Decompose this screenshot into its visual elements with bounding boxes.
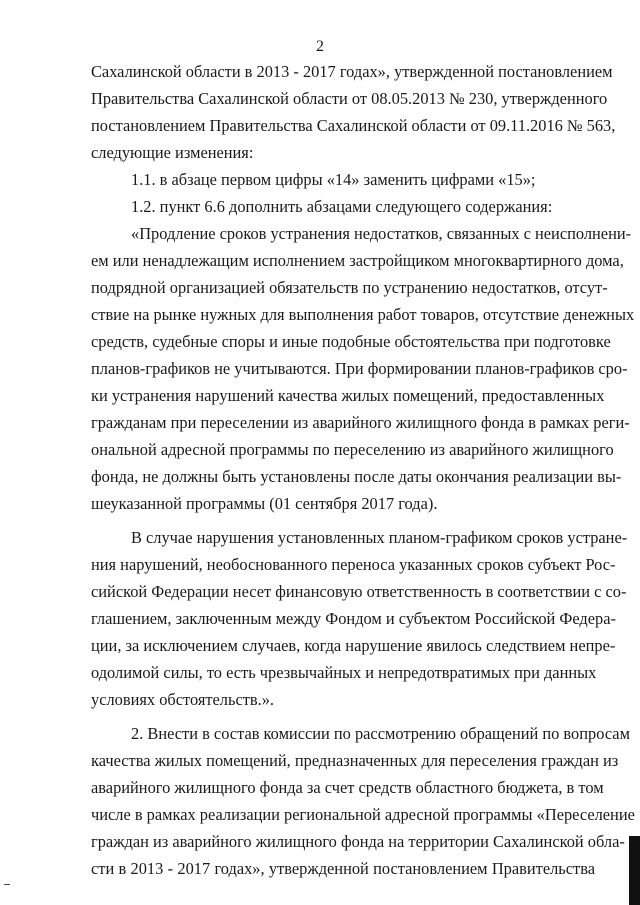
text-line: условиях обстоятельств.». (91, 690, 275, 709)
text-line: средств, судебные споры и иные подобные обстоятельства при подготовке (91, 332, 611, 351)
text-line: ональной адресной программы по переселению из аварийного жилищного (91, 440, 614, 459)
text-line: ния нарушений, необоснованного переноса указанных сроков субъект Рос- (91, 555, 616, 574)
text-line: 1.2. пункт 6.6 дополнить абзацами следующего содержания: (131, 197, 553, 216)
text-line: ции, за исключением случаев, когда нарушение явилось следствием непре- (91, 636, 616, 655)
scan-speck (4, 884, 10, 885)
text-line: ствие на рынке нужных для выполнения работ товаров, отсутствие денежных (91, 305, 635, 324)
text-line: «Продление сроков устранения недостатков, связанных с неисполнени- (131, 224, 632, 243)
text-line: В случае нарушения установленных планом-графиком сроков устране- (131, 528, 628, 547)
text-line: 1.1. в абзаце первом цифры «14» заменить цифрами «15»; (131, 170, 536, 189)
text-line: граждан из аварийного жилищного фонда на территории Сахалинской обла- (91, 832, 625, 851)
text-line: следующие изменения: (91, 143, 254, 162)
text-line: планов-графиков не учитываются. При формировании планов-графиков сро- (91, 359, 628, 378)
text-line: сийской Федерации несет финансовую ответственность в соответствии с со- (91, 582, 627, 601)
text-line: шеуказанной программы (01 сентября 2017 года). (91, 494, 438, 513)
text-line: Сахалинской области в 2013 - 2017 годах», утвержденной постановлением (91, 62, 613, 81)
text-line: качества жилых помещений, предназначенных для переселения граждан из (91, 751, 619, 770)
text-line: глашением, заключенным между Фондом и субъектом Российской Федера- (91, 609, 616, 628)
text-line: 2. Внести в состав комиссии по рассмотрению обращений по вопросам (131, 724, 630, 743)
page-number: 2 (316, 38, 324, 55)
text-line: ки устранения нарушений качества жилых помещений, предоставленных (91, 386, 605, 405)
text-line: гражданам при переселении из аварийного жилищного фонда в рамках реги- (91, 413, 630, 432)
text-line: постановлением Правительства Сахалинской области от 09.11.2016 № 563, (91, 116, 616, 135)
text-line: подрядной организацией обязательств по устранению недостатков, отсут- (91, 278, 608, 297)
text-line: фонда, не должны быть установлены после даты окончания реализации вы- (91, 467, 622, 486)
text-line: аварийного жилищного фонда за счет средств областного бюджета, в том (91, 778, 604, 797)
body-text (91, 58, 635, 882)
scan-edge-mark (629, 836, 640, 905)
text-line: ем или ненадлежащим исполнением застройщиком многоквартирного дома, (91, 251, 624, 270)
text-line: Правительства Сахалинской области от 08.05.2013 № 230, утвержденного (91, 89, 608, 108)
text-line: одолимой силы, то есть чрезвычайных и непредотвратимых при данных (91, 663, 597, 682)
text-line: сти в 2013 - 2017 годах», утвержденной постановлением Правительства (91, 859, 595, 878)
text-line: числе в рамках реализации региональной адресной программы «Переселение (91, 805, 635, 824)
